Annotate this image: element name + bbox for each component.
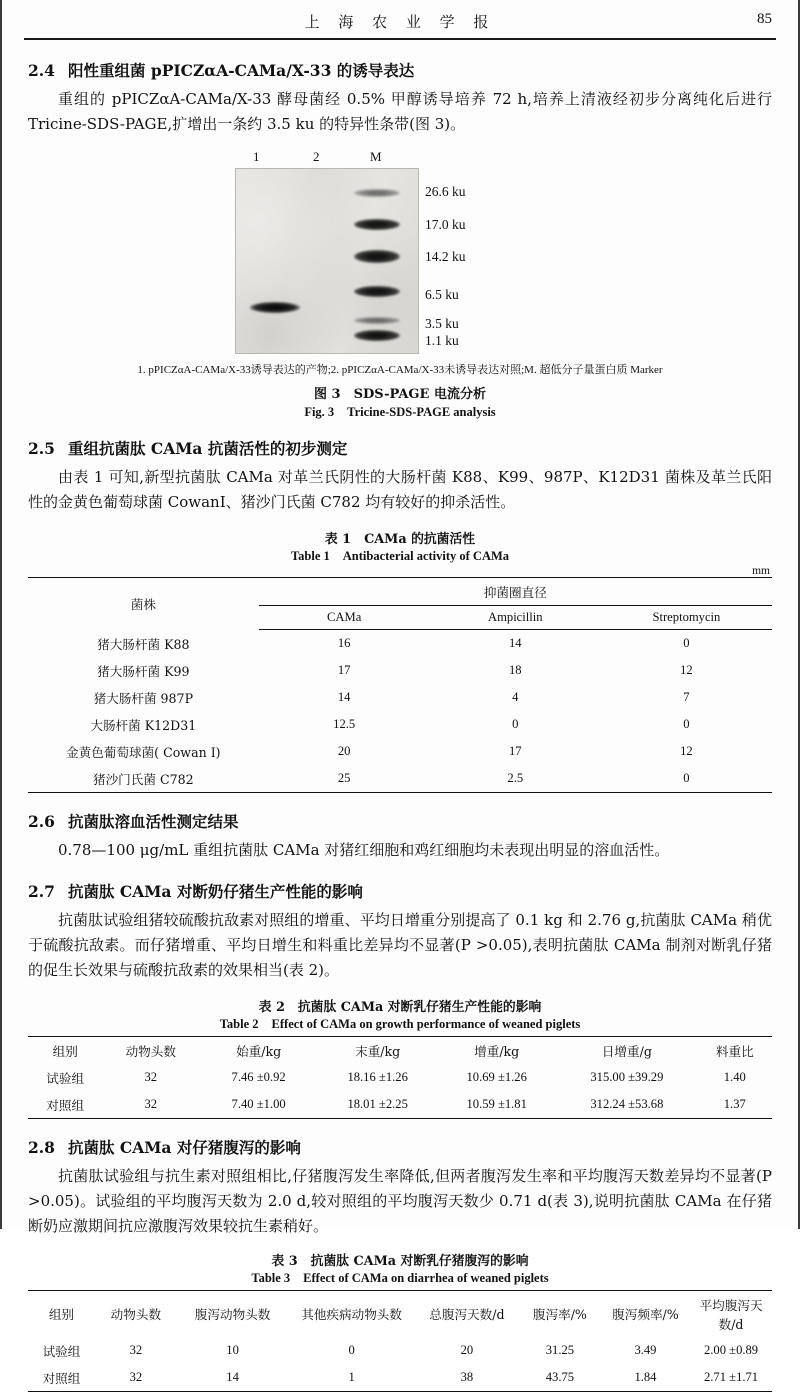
running-head: [2, 0, 798, 42]
gel-marker-label-6-5: 6.5 ku: [425, 287, 459, 302]
table-1-text-cn: CAMa 的抗菌活性: [364, 532, 476, 547]
table-2-label-cn: 表 2: [258, 999, 285, 1015]
table-2-cell-initial-weight: 7.46 ±0.92: [231, 1069, 286, 1084]
table-2-cell-animal-count: 32: [144, 1069, 158, 1084]
table-2-caption-cn: [28, 996, 772, 1015]
table-1-cell-ampicillin: 18: [508, 662, 522, 677]
table-1-cell-streptomycin: 0: [683, 635, 690, 650]
gel-band-marker-17-0: [354, 219, 400, 230]
table-2-header-initial-weight: 始重/kg: [199, 1036, 318, 1064]
table-3-cell-avg-diarrhea-days: 2.71 ±1.71: [703, 1369, 759, 1384]
table-2-cell-animal-count: 32: [144, 1096, 158, 1111]
section-title-2-8: 抗菌肽 CAMa 对仔猪腹泻的影响: [67, 1137, 301, 1157]
table-row: [28, 630, 772, 657]
table-2-header-final-weight: 末重/kg: [318, 1036, 437, 1064]
table-3-cell-other-disease-count: 0: [348, 1342, 355, 1357]
section-paragraph-2-8: 抗菌肽试验组与抗生素对照组相比,仔猪腹泻发生率降低,但两者腹泻发生率和平均腹泻天数差异均不显著(P >0.05)。试验组的平均腹泻天数为 2.0 d,较对照组的平均腹泻天数少 0.71 d(表 3),说明抗菌肽 CAMa 在仔猪断奶应激期间抗应激腹泻效果较抗生素稍好。: [28, 1166, 772, 1235]
table-row: [28, 711, 772, 738]
table-1-cell-streptomycin: 12: [680, 662, 693, 677]
table-row: [28, 1091, 772, 1118]
table-3-header-total-diarrhea-days: 总腹泻天数/d: [415, 1290, 519, 1337]
table-3-cell-group: 对照组: [42, 1370, 81, 1386]
section-title-2-5: 重组抗菌肽 CAMa 抗菌活性的初步测定: [67, 439, 348, 458]
table-row: [28, 684, 772, 711]
table-1-subheader-cama: CAMa: [259, 606, 430, 630]
table-1-header-group: 抑菌圈直径: [259, 578, 772, 606]
table-1-cell-streptomycin: 0: [683, 770, 690, 785]
table-1-cell-strain: 金黄色葡萄球菌( Cowan I): [66, 744, 221, 760]
table-3-header-animal-count: 动物头数: [95, 1290, 177, 1337]
gel-band-marker-14-2: [354, 250, 400, 263]
table-row: [28, 765, 772, 792]
table-3-body: [28, 1337, 772, 1391]
table-1-cell-streptomycin: 12: [680, 743, 693, 758]
table-3-cell-total-diarrhea-days: 20: [460, 1342, 474, 1357]
table-3-text-cn: 抗菌肽 CAMa 对断乳仔猪腹泻的影响: [310, 1253, 529, 1269]
section-heading-2-7: [28, 880, 772, 902]
figure-3-caption-cn: [28, 383, 772, 402]
table-1-text-en: Antibacterial activity of CAMa: [342, 549, 510, 563]
table-3-block: [28, 1250, 772, 1392]
page-content: [2, 59, 798, 1392]
gel-band-marker-3-5: [354, 317, 400, 324]
table-3-header-diarrhea-count: 腹泻动物头数: [177, 1290, 289, 1337]
section-heading-2-4: [28, 59, 772, 81]
table-3-cell-animal-count: 32: [129, 1369, 143, 1384]
table-2-text-en: Effect of CAMa on growth performance of weaned piglets: [271, 1016, 581, 1031]
table-2-cell-weight-gain: 10.59 ±1.81: [466, 1096, 527, 1111]
figure-3-label-en: Fig. 3: [304, 405, 335, 419]
gel-marker-label-1-1: 1.1 ku: [425, 333, 459, 348]
table-2-text-cn: 抗菌肽 CAMa 对断乳仔猪生产性能的影响: [297, 999, 542, 1015]
table-2-cell-feed-ratio: 1.37: [723, 1096, 746, 1111]
table-2-cell-group: 试验组: [46, 1070, 85, 1086]
section-paragraph-2-7: 抗菌肽试验组猪较硫酸抗敌素对照组的增重、平均日增重分别提高了 0.1 kg 和 2.76 g,抗菌肽 CAMa 稍优于硫酸抗敌素。而仔猪增重、平均日增生和料重比差异均不显著(P >0.05),表明抗菌肽 CAMa 制剂对断乳仔猪的促生长效果与硫酸抗敌素的效果相当(表 2)。: [28, 910, 772, 979]
table-1-cell-cama: 17: [337, 662, 351, 677]
section-number-2-5: 2.5: [28, 439, 55, 458]
table-1-body: [28, 630, 772, 792]
table-3-cell-diarrhea-count: 14: [226, 1369, 239, 1384]
figure-3-label-cn: 图 3: [314, 387, 341, 402]
table-1-cell-strain: 大肠杆菌 K12D31: [90, 717, 197, 733]
header-rule: [24, 38, 776, 40]
sds-page-gel-image: [235, 168, 419, 354]
table-row: [28, 1364, 772, 1391]
table-3-label-cn: 表 3: [271, 1253, 298, 1269]
table-3-label-en: Table 3: [251, 1270, 291, 1285]
table-3-cell-group: 试验组: [42, 1343, 81, 1359]
table-3-header-diarrhea-frequency: 腹泻频率/%: [601, 1290, 690, 1337]
table-3-cell-diarrhea-rate: 43.75: [545, 1369, 575, 1384]
table-1-cell-cama: 16: [337, 635, 351, 650]
table-3-cell-animal-count: 32: [129, 1342, 143, 1357]
table-3-header-group: 组别: [28, 1290, 95, 1337]
table-1-block: [28, 528, 772, 793]
table-1-cell-ampicillin: 0: [512, 716, 519, 731]
table-2-cell-daily-gain: 315.00 ±39.29: [590, 1069, 664, 1084]
table-1-cell-cama: 20: [337, 743, 351, 758]
table-3-cell-diarrhea-rate: 31.25: [545, 1342, 575, 1357]
journal-title: 上 海 农 业 学 报: [304, 13, 496, 31]
table-2-header-animal-count: 动物头数: [102, 1036, 199, 1064]
table-1-cell-cama: 12.5: [333, 716, 356, 731]
table-1-cell-ampicillin: 2.5: [507, 770, 524, 785]
table-3-cell-total-diarrhea-days: 38: [460, 1369, 474, 1384]
section-number-2-8: 2.8: [28, 1137, 55, 1157]
table-3-cell-diarrhea-frequency: 1.84: [634, 1369, 657, 1384]
figure-3-note: 1. pPICZαA-CAMa/X-33诱导表达的产物;2. pPICZαA-CAMa/X-33未诱导表达对照;M. 超低分子量蛋白质 Marker: [137, 364, 663, 376]
figure-3: [28, 149, 772, 420]
table-3-cell-diarrhea-frequency: 3.49: [634, 1342, 657, 1357]
table-1-cell-strain: 猪大肠杆菌 K88: [97, 636, 190, 652]
gel-marker-label-3-5: 3.5 ku: [425, 316, 459, 331]
gel-image-wrap: [235, 149, 565, 354]
gel-marker-label-14-2: 14.2 ku: [425, 249, 466, 264]
table-1-cell-streptomycin: 0: [683, 716, 690, 731]
gel-band-marker-6-5: [354, 286, 400, 297]
section-heading-2-8: [28, 1136, 772, 1158]
table-2-header-weight-gain: 增重/kg: [437, 1036, 556, 1064]
table-1-header-row-1: [28, 578, 772, 606]
section-title-2-7: 抗菌肽 CAMa 对断奶仔猪生产性能的影响: [67, 881, 363, 901]
table-1-cell-ampicillin: 4: [512, 689, 519, 704]
gel-marker-label-17-0: 17.0 ku: [425, 217, 466, 232]
table-3-bottom-rule: [28, 1391, 772, 1392]
section-paragraph-2-4: 重组的 pPICZαA-CAMa/X-33 酵母菌经 0.5% 甲醇诱导培养 72 h,培养上清液经初步分离纯化后进行 Tricine-SDS-PAGE,扩增出一条约 3.5 ku 的特异性条带(图 3)。: [28, 90, 772, 133]
gel-marker-labels: [425, 168, 565, 352]
table-3-cell-diarrhea-count: 10: [226, 1342, 239, 1357]
table-1-caption-cn: [28, 528, 772, 547]
table-2-cell-feed-ratio: 1.40: [723, 1069, 746, 1084]
section-heading-2-5: [28, 437, 772, 459]
table-2-cell-initial-weight: 7.40 ±1.00: [231, 1096, 286, 1111]
table-2-caption-en: [28, 1017, 772, 1032]
table-3-header-diarrhea-rate: 腹泻率/%: [519, 1290, 601, 1337]
table-1-caption-en: [28, 549, 772, 564]
page-number: 85: [757, 11, 772, 27]
table-1-bottom-rule: [28, 792, 772, 793]
section-paragraph-2-6: 0.78—100 μg/mL 重组抗菌肽 CAMa 对猪红细胞和鸡红细胞均未表现出明显的溶血活性。: [58, 840, 670, 859]
gel-band-marker-26-6: [354, 189, 400, 197]
table-1-unit: mm: [752, 565, 770, 577]
gel-marker-label-26-6: 26.6 ku: [425, 184, 466, 199]
table-1-cell-cama: 14: [337, 689, 351, 704]
table-2-cell-group: 对照组: [46, 1097, 85, 1113]
table-2: [28, 1036, 772, 1118]
table-2-header-daily-gain: 日增重/g: [556, 1036, 697, 1064]
section-number-2-6: 2.6: [28, 811, 55, 831]
table-3-caption-cn: [28, 1250, 772, 1269]
table-1-cell-ampicillin: 14: [508, 635, 522, 650]
section-title-2-6: 抗菌肽溶血活性测定结果: [67, 811, 239, 831]
figure-3-text-en: Tricine-SDS-PAGE analysis: [347, 405, 496, 419]
table-2-block: [28, 996, 772, 1119]
gel-lane-labels: [235, 149, 425, 167]
table-3-header-row: [28, 1290, 772, 1337]
section-number-2-7: 2.7: [28, 881, 55, 901]
table-2-header-row: [28, 1036, 772, 1064]
table-1-cell-strain: 猪大肠杆菌 K99: [97, 663, 190, 679]
table-1-header-strain: 菌株: [28, 578, 259, 630]
table-2-cell-final-weight: 18.01 ±2.25: [347, 1096, 408, 1111]
section-title-2-4: 阳性重组菌 pPICZαA-CAMa/X-33 的诱导表达: [67, 61, 415, 80]
table-3-header-avg-diarrhea-days: 平均腹泻天数/d: [690, 1290, 772, 1337]
table-2-cell-weight-gain: 10.69 ±1.26: [466, 1069, 527, 1084]
table-1-subheader-streptomycin: Streptomycin: [601, 606, 772, 630]
table-row: [28, 1337, 772, 1364]
table-1-label-cn: 表 1: [324, 532, 352, 547]
table-2-header-group: 组别: [28, 1036, 102, 1064]
table-2-cell-daily-gain: 312.24 ±53.68: [590, 1096, 664, 1111]
table-2-body: [28, 1064, 772, 1118]
table-2-bottom-rule: [28, 1118, 772, 1119]
table-1: [28, 577, 772, 792]
table-row: [28, 738, 772, 765]
table-2-header-feed-ratio: 料重比: [698, 1036, 772, 1064]
table-1-cell-cama: 25: [337, 770, 351, 785]
table-1-cell-strain: 猪大肠杆菌 987P: [93, 690, 194, 706]
table-3-cell-avg-diarrhea-days: 2.00 ±0.89: [703, 1342, 759, 1357]
figure-3-text-cn: SDS-PAGE 电流分析: [353, 387, 486, 402]
gel-band-marker-1-1: [354, 330, 400, 341]
table-1-label-en: Table 1: [290, 549, 330, 563]
gel-lane-label-1: 1: [253, 149, 260, 164]
table-1-cell-ampicillin: 17: [508, 743, 522, 758]
table-row: [28, 657, 772, 684]
gel-lane-label-2: 2: [313, 149, 320, 164]
table-2-label-en: Table 2: [219, 1016, 259, 1031]
table-1-subheader-ampicillin: Ampicillin: [430, 606, 601, 630]
table-3-caption-en: [28, 1271, 772, 1286]
section-heading-2-6: [28, 810, 772, 832]
table-2-cell-final-weight: 18.16 ±1.26: [347, 1069, 408, 1084]
table-3-header-other-disease-count: 其他疾病动物头数: [288, 1290, 414, 1337]
table-3-cell-other-disease-count: 1: [348, 1369, 355, 1384]
table-3: [28, 1290, 772, 1391]
gel-band-sample-lane-1: [250, 302, 300, 313]
table-1-cell-streptomycin: 7: [683, 689, 690, 704]
table-row: [28, 1064, 772, 1091]
table-3-text-en: Effect of CAMa on diarrhea of weaned piglets: [303, 1270, 549, 1285]
section-paragraph-2-5: 由表 1 可知,新型抗菌肽 CAMa 对革兰氏阴性的大肠杆菌 K88、K99、987P、K12D31 菌株及革兰氏阳性的金黄色葡萄球菌 CowanI、猪沙门氏菌 C782 均有较好的抑杀活性。: [28, 468, 772, 511]
figure-3-caption-en: [28, 405, 772, 420]
gel-lane-label-m: M: [370, 149, 382, 164]
table-1-cell-strain: 猪沙门氏菌 C782: [92, 771, 194, 787]
section-number-2-4: 2.4: [28, 61, 55, 80]
